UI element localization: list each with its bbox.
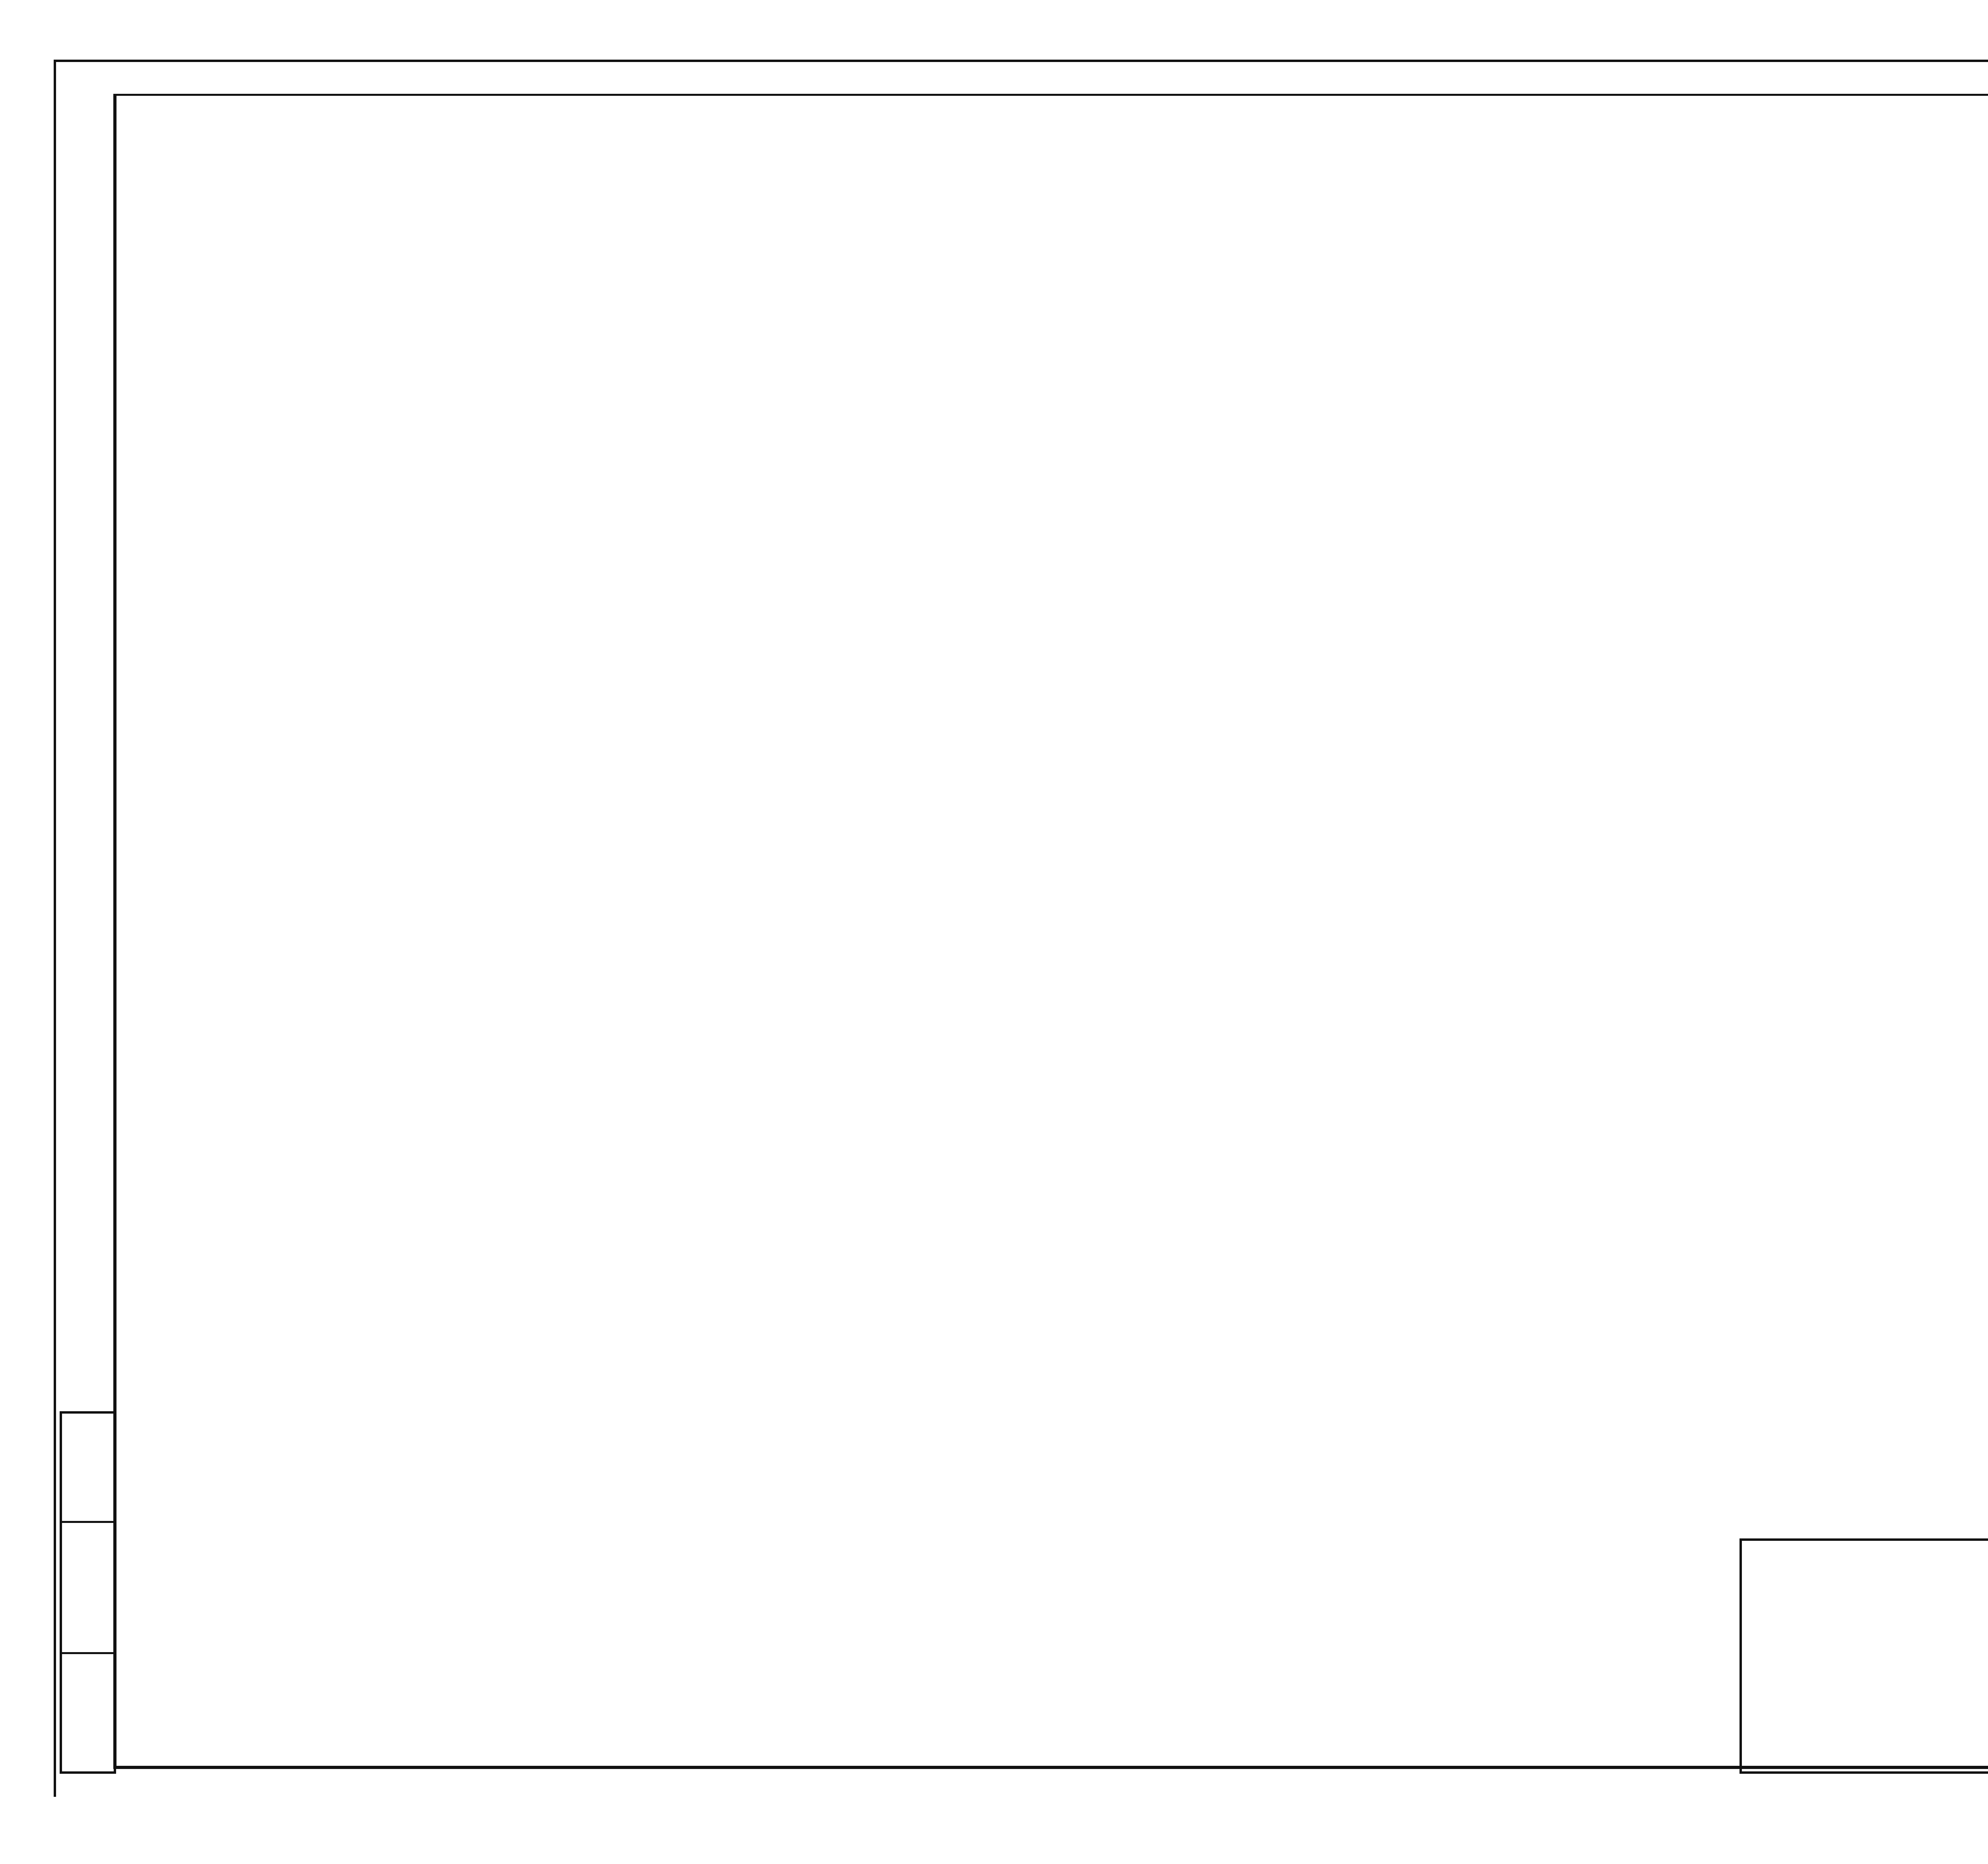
side-stamp-cell (62, 1414, 114, 1521)
frame-bottom (113, 1766, 1988, 1769)
side-stamp-cell (62, 1652, 114, 1769)
side-stamp-cell (62, 1521, 114, 1654)
side-stamp (60, 1411, 116, 1774)
frame-top (54, 60, 1988, 62)
signers-table (1741, 1634, 1988, 1769)
margin-label (80, 1304, 668, 1360)
frame-left-outer (54, 60, 56, 1797)
frame-inner-top (113, 94, 1988, 96)
